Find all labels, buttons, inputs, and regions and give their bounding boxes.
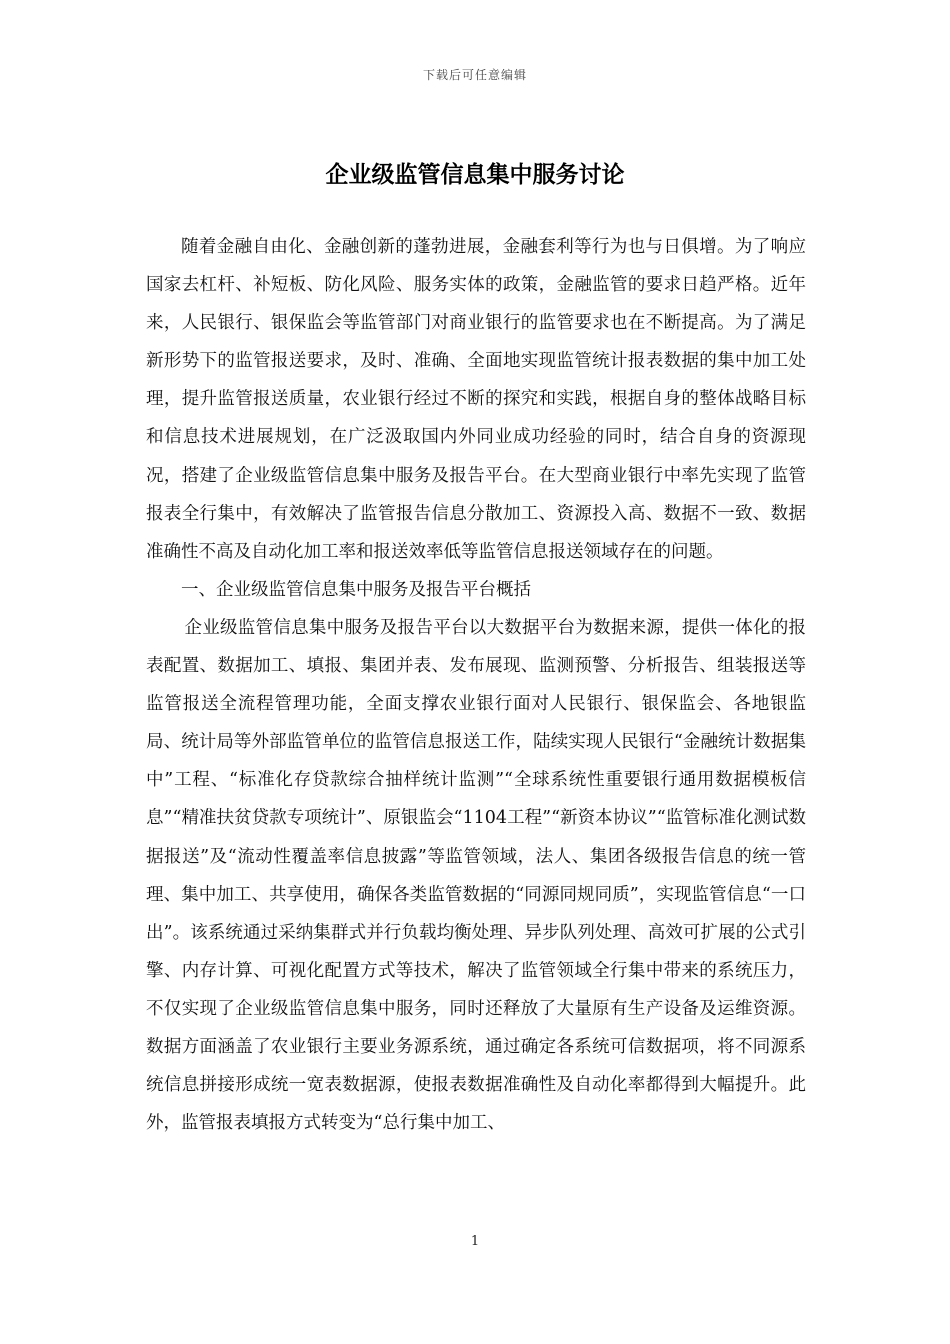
- document-body: [146, 228, 806, 1142]
- paragraph-platform-overview: 企业级监管信息集中服务及报告平台以大数据平台为数据来源，提供一体化的报表配置、数据加工、填报、集团并表、发布展现、监测预警、分析报告、组装报送等监管报送全流程管理功能，全面支撑农业银行面对人民银行、银保监会、各地银监局、统计局等外部监管单位的监管信息报送工作，陆续实现人民银行“金融统计数据集中”工程、“标准化存贷款综合抽样统计监测”“全球系统性重要银行通用数据模板信息”“精准扶贫贷款专项统计”、原银监会“1104工程”“新资本协议”“监管标准化测试数据报送”及“流动性覆盖率信息披露”等监管领域，法人、集团各级报告信息的统一管理、集中加工、共享使用，确保各类监管数据的“同源同规同质”，实现监管信息“一口出”。该系统通过采纳集群式并行负载均衡处理、异步队列处理、高效可扩展的公式引擎、内存计算、可视化配置方式等技术，解决了监管领域全行集中带来的系统压力，不仅实现了企业级监管信息集中服务，同时还释放了大量原有生产设备及运维资源。数据方面涵盖了农业银行主要业务源系统，通过确定各系统可信数据项，将不同源系统信息拼接形成统一宽表数据源，使报表数据准确性及自动化率都得到大幅提升。此外，监管报表填报方式转变为“总行集中加工、: [146, 617, 806, 1134]
- header-note: 下载后可任意编辑: [422, 68, 527, 82]
- page-number: 1: [470, 1234, 480, 1249]
- paragraph-intro: 随着金融自由化、金融创新的蓬勃进展，金融套利等行为也与日俱增。为了响应国家去杠杆、补短板、防化风险、服务实体的政策，金融监管的要求日趋严格。近年来，人民银行、银保监会等监管部门对商业银行的监管要求也在不断提高。为了满足新形势下的监管报送要求，及时、准确、全面地实现监管统计报表数据的集中加工处理，提升监管报送质量，农业银行经过不断的探究和实践，根据自身的整体战略目标和信息技术进展规划，在广泛汲取国内外同业成功经验的同时，结合自身的资源现况，搭建了企业级监管信息集中服务及报告平台。在大型商业银行中率先实现了监管报表全行集中，有效解决了监管报告信息分散加工、资源投入高、数据不一致、数据准确性不高及自动化加工率和报送效率低等监管信息报送领域存在的问题。: [146, 237, 806, 562]
- document-title: 企业级监管信息集中服务讨论: [325, 161, 625, 188]
- section-heading-1: 一、企业级监管信息集中服务及报告平台概括: [181, 579, 531, 600]
